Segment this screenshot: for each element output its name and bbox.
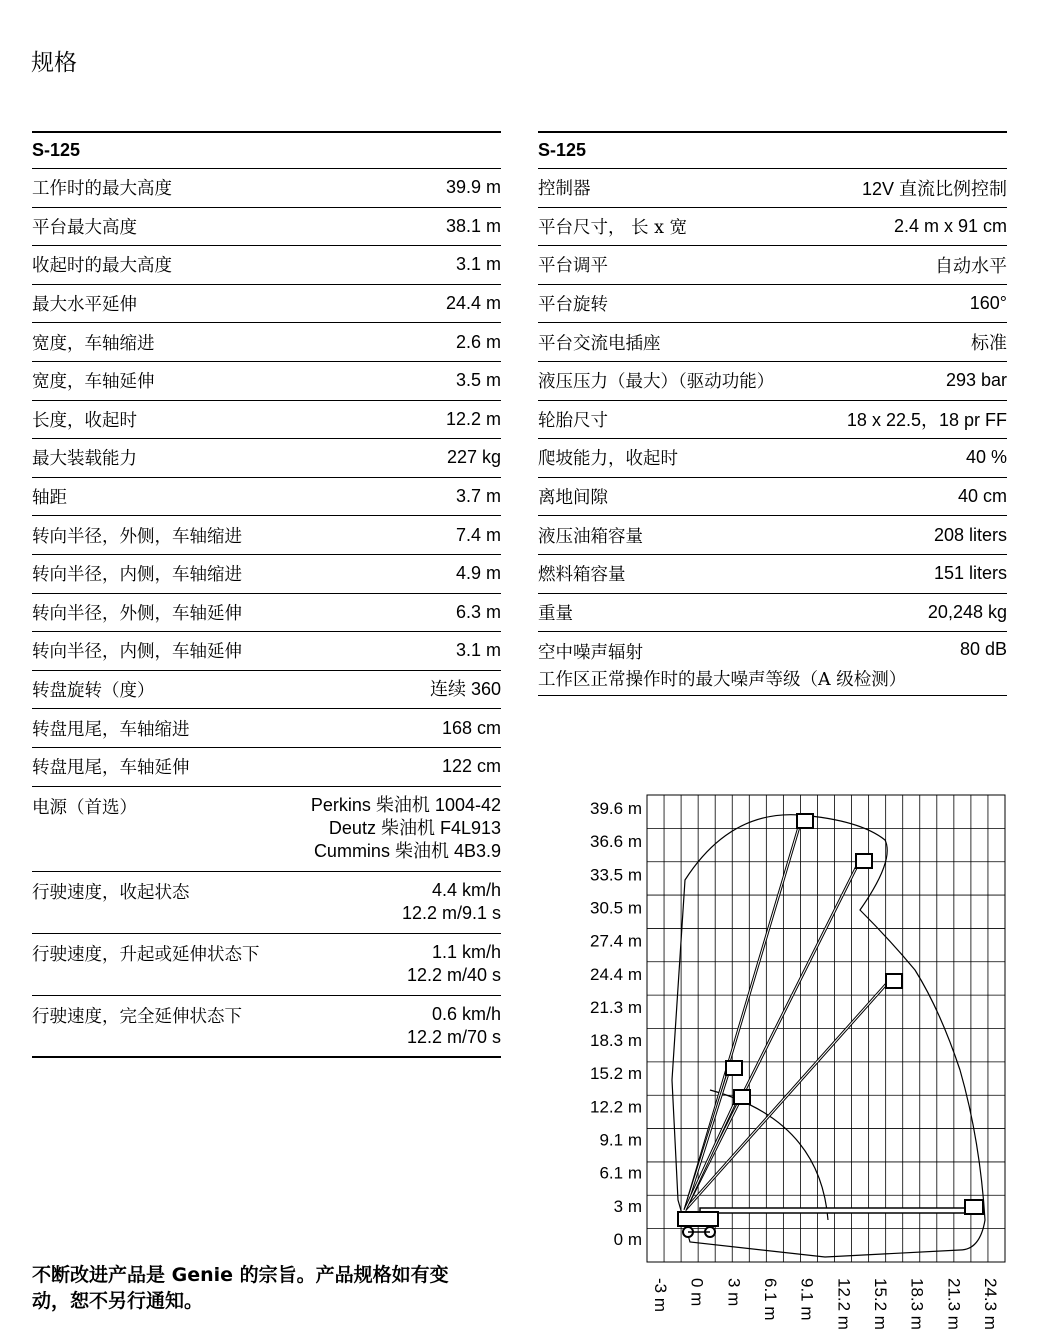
spec-label: 液压压力（最大）（驱动功能） xyxy=(538,372,775,393)
table-row xyxy=(32,285,501,324)
spec-label: 平台尺寸， 长 x 宽 xyxy=(538,217,688,238)
spec-value xyxy=(311,794,501,863)
machine-chassis xyxy=(678,1212,718,1226)
inner-arc xyxy=(710,1090,828,1220)
y-tick-label: 36.6 m xyxy=(590,832,642,852)
spec-value xyxy=(456,485,501,508)
spec-value: 12V 直流比例控制 xyxy=(861,178,1007,199)
spec-value-line: 39.9 m xyxy=(445,177,501,198)
spec-label: 收起时的最大高度 xyxy=(32,256,172,277)
spec-label: 平台交流电插座 xyxy=(538,333,661,354)
spec-value: 自动水平 xyxy=(935,255,1007,276)
table-row xyxy=(538,323,1007,362)
x-tick-label: 12.2 m xyxy=(834,1278,854,1330)
y-tick-label: 0 m xyxy=(613,1230,642,1249)
boom-arm-inner xyxy=(685,1067,730,1210)
table-row xyxy=(538,594,1007,633)
table-row xyxy=(538,439,1007,478)
spec-value xyxy=(456,639,501,662)
table-row xyxy=(538,362,1007,401)
table-header: S-125 xyxy=(538,131,1007,169)
y-tick-label: 39.6 m xyxy=(590,799,642,818)
platform-basket xyxy=(734,1090,750,1104)
spec-value-line: 3.7 m xyxy=(455,486,501,507)
spec-label: 控制器 xyxy=(538,179,591,200)
x-tick-label: 6.1 m xyxy=(761,1278,780,1321)
y-tick-label: 30.5 m xyxy=(590,898,642,918)
spec-value-line: 12.2 m/40 s xyxy=(406,964,501,985)
platform-basket xyxy=(856,854,872,868)
y-tick-label: 18.3 m xyxy=(590,1031,642,1051)
spec-value xyxy=(456,601,501,624)
table-row xyxy=(32,996,501,1058)
spec-value-line: 12.2 m/70 s xyxy=(406,1026,501,1047)
spec-value: 151 liters xyxy=(933,563,1007,584)
spec-label: 平台最大高度 xyxy=(32,217,137,238)
spec-value: 293 bar xyxy=(945,370,1007,391)
spec-value: 40 % xyxy=(965,447,1007,468)
spec-value-line: 38.1 m xyxy=(445,215,501,236)
spec-value-line: Cummins 柴油机 4B3.9 xyxy=(313,840,501,861)
spec-value-line: 4.4 km/h xyxy=(431,879,501,900)
spec-label: 最大装载能力 xyxy=(32,449,137,470)
spec-label: 空中噪声辐射 xyxy=(538,643,643,664)
spec-value: 208 liters xyxy=(933,524,1007,545)
spec-value: 标准 xyxy=(971,333,1007,354)
spec-label: 工作时的最大高度 xyxy=(32,179,172,200)
table-row xyxy=(32,934,501,996)
spec-value-line: 168 cm xyxy=(441,717,501,738)
spec-label: 行驶速度，完全延伸状态下 xyxy=(32,1006,242,1027)
x-tick-label: 21.3 m xyxy=(944,1278,964,1330)
spec-value-line: 12.2 m/9.1 s xyxy=(401,902,501,923)
spec-value xyxy=(407,1003,501,1049)
spec-value xyxy=(456,369,501,392)
y-tick-label: 15.2 m xyxy=(590,1064,642,1084)
spec-value-line: 连续 360 xyxy=(429,679,501,700)
spec-label: 转盘甩尾，车轴缩进 xyxy=(32,719,190,740)
spec-label: 平台旋转 xyxy=(538,295,608,316)
platform-basket xyxy=(965,1200,983,1214)
spec-value xyxy=(402,879,501,925)
table-row xyxy=(32,208,501,247)
spec-label: 宽度，车轴延伸 xyxy=(32,372,155,393)
y-tick-label: 12.2 m xyxy=(590,1097,642,1117)
table-row xyxy=(32,555,501,594)
spec-label: 长度，收起时 xyxy=(32,410,137,431)
platform-basket xyxy=(797,814,813,828)
table-row xyxy=(538,555,1007,594)
spec-value xyxy=(407,941,501,987)
spec-value xyxy=(446,408,501,431)
table-row xyxy=(538,169,1007,208)
y-tick-label: 3 m xyxy=(613,1196,642,1216)
table-row xyxy=(538,516,1007,555)
spec-value-line: 12.2 m xyxy=(445,408,501,429)
spec-value xyxy=(430,678,501,701)
y-tick-label: 6.1 m xyxy=(599,1163,642,1183)
x-tick-label: 24.3 m xyxy=(981,1278,1000,1330)
spec-value-line: 0.6 km/h xyxy=(431,1003,501,1024)
table-row xyxy=(32,169,501,208)
spec-value-line: 3.1 m xyxy=(455,640,501,661)
x-tick-label: 15.2 m xyxy=(871,1278,890,1330)
footer-note xyxy=(32,1262,502,1314)
table-row xyxy=(538,478,1007,517)
table-row xyxy=(32,594,501,633)
boom-arm-horizontal xyxy=(700,1208,975,1213)
page-title: 规格 xyxy=(31,50,77,76)
footer-line: 不断改进产品是 Genie 的宗旨。产品规格如有变 xyxy=(32,1264,449,1286)
spec-value-line: 3.5 m xyxy=(455,370,501,391)
x-tick-label: -3 m xyxy=(651,1278,670,1312)
table-row xyxy=(538,401,1007,440)
spec-label: 轴距 xyxy=(32,488,67,509)
table-row xyxy=(32,246,501,285)
spec-label: 宽度，车轴缩进 xyxy=(32,333,155,354)
spec-label: 转向半径，内侧，车轴缩进 xyxy=(32,565,242,586)
spec-value: 80 dB xyxy=(959,639,1007,660)
spec-value xyxy=(446,176,501,199)
table-row xyxy=(32,323,501,362)
spec-label: 液压油箱容量 xyxy=(538,526,643,547)
table-row xyxy=(32,748,501,787)
spec-value-line: 1.1 km/h xyxy=(431,941,501,962)
spec-label: 转向半径，外侧，车轴缩进 xyxy=(32,526,242,547)
table-row xyxy=(538,208,1007,247)
spec-table-left xyxy=(32,131,501,1058)
spec-value xyxy=(456,562,501,585)
table-row xyxy=(32,516,501,555)
spec-value-line: 4.9 m xyxy=(455,563,501,584)
footer-line: 动，恕不另行通知。 xyxy=(32,1290,204,1312)
spec-value xyxy=(442,755,501,778)
spec-table-right xyxy=(538,131,1007,696)
spec-value-line: 122 cm xyxy=(441,756,501,777)
spec-value xyxy=(442,717,501,740)
spec-value-line: 227 kg xyxy=(446,447,501,468)
table-row xyxy=(32,478,501,517)
table-header: S-125 xyxy=(32,131,501,169)
table-row xyxy=(32,787,501,872)
y-tick-label: 21.3 m xyxy=(590,997,642,1017)
spec-label: 行驶速度，升起或延伸状态下 xyxy=(32,944,260,965)
y-tick-label: 27.4 m xyxy=(590,931,642,951)
spec-label: 转盘旋转（度） xyxy=(32,681,155,702)
spec-label: 行驶速度，收起状态 xyxy=(32,882,190,903)
table-row xyxy=(32,671,501,710)
spec-value: 20,248 kg xyxy=(927,601,1007,622)
spec-label: 转向半径，外侧，车轴延伸 xyxy=(32,603,242,624)
spec-label: 转盘甩尾，车轴延伸 xyxy=(32,758,190,779)
y-tick-label: 24.4 m xyxy=(590,964,642,984)
x-tick-label: 18.3 m xyxy=(907,1278,927,1330)
spec-value xyxy=(456,331,501,354)
spec-sublabel: 工作区正常操作时的最大噪声等级（A 级检测） xyxy=(538,670,907,691)
working-envelope xyxy=(672,815,985,1257)
table-row xyxy=(32,632,501,671)
table-row xyxy=(32,709,501,748)
spec-label: 离地间隙 xyxy=(538,488,608,509)
spec-label: 电源（首选） xyxy=(32,797,137,818)
spec-label: 爬坡能力，收起时 xyxy=(538,449,678,470)
x-tick-label: 9.1 m xyxy=(797,1278,817,1321)
spec-value-line: Deutz 柴油机 F4L913 xyxy=(328,817,501,838)
spec-value: 40 cm xyxy=(957,486,1007,507)
spec-value-line: 6.3 m xyxy=(455,601,501,622)
spec-value xyxy=(447,446,501,469)
table-row xyxy=(32,872,501,934)
table-row xyxy=(538,285,1007,324)
y-tick-label: 9.1 m xyxy=(599,1130,642,1150)
boom-arm-inner xyxy=(685,1096,738,1210)
x-tick-label: 3 m xyxy=(724,1278,744,1307)
spec-value xyxy=(456,253,501,276)
spec-value xyxy=(446,215,501,238)
spec-value-line: 2.6 m xyxy=(455,331,501,352)
spec-label: 最大水平延伸 xyxy=(32,295,137,316)
table-row xyxy=(538,246,1007,285)
spec-value: 18 x 22.5，18 pr FF xyxy=(846,410,1007,431)
x-tick-label: 0 m xyxy=(687,1278,707,1307)
spec-label: 轮胎尺寸 xyxy=(538,410,608,431)
table-row xyxy=(32,401,501,440)
spec-value: 2.4 m x 91 cm xyxy=(893,215,1007,236)
spec-label: 平台调平 xyxy=(538,256,608,277)
table-row-noise xyxy=(538,632,1007,696)
spec-value xyxy=(456,524,501,547)
platform-basket xyxy=(886,974,902,988)
platform-basket xyxy=(726,1061,742,1075)
spec-value-line: Perkins 柴油机 1004-42 xyxy=(310,794,501,815)
spec-label: 转向半径，内侧，车轴延伸 xyxy=(32,642,242,663)
spec-label: 燃料箱容量 xyxy=(538,565,626,586)
table-row xyxy=(32,439,501,478)
spec-value: 160° xyxy=(969,293,1007,314)
spec-value-line: 24.4 m xyxy=(445,293,501,314)
working-range-chart xyxy=(560,780,1020,1335)
spec-value-line: 7.4 m xyxy=(455,524,501,545)
y-tick-label: 33.5 m xyxy=(590,865,642,885)
table-row xyxy=(32,362,501,401)
spec-label: 重量 xyxy=(538,603,573,624)
spec-value-line: 3.1 m xyxy=(455,254,501,275)
spec-value xyxy=(446,292,501,315)
